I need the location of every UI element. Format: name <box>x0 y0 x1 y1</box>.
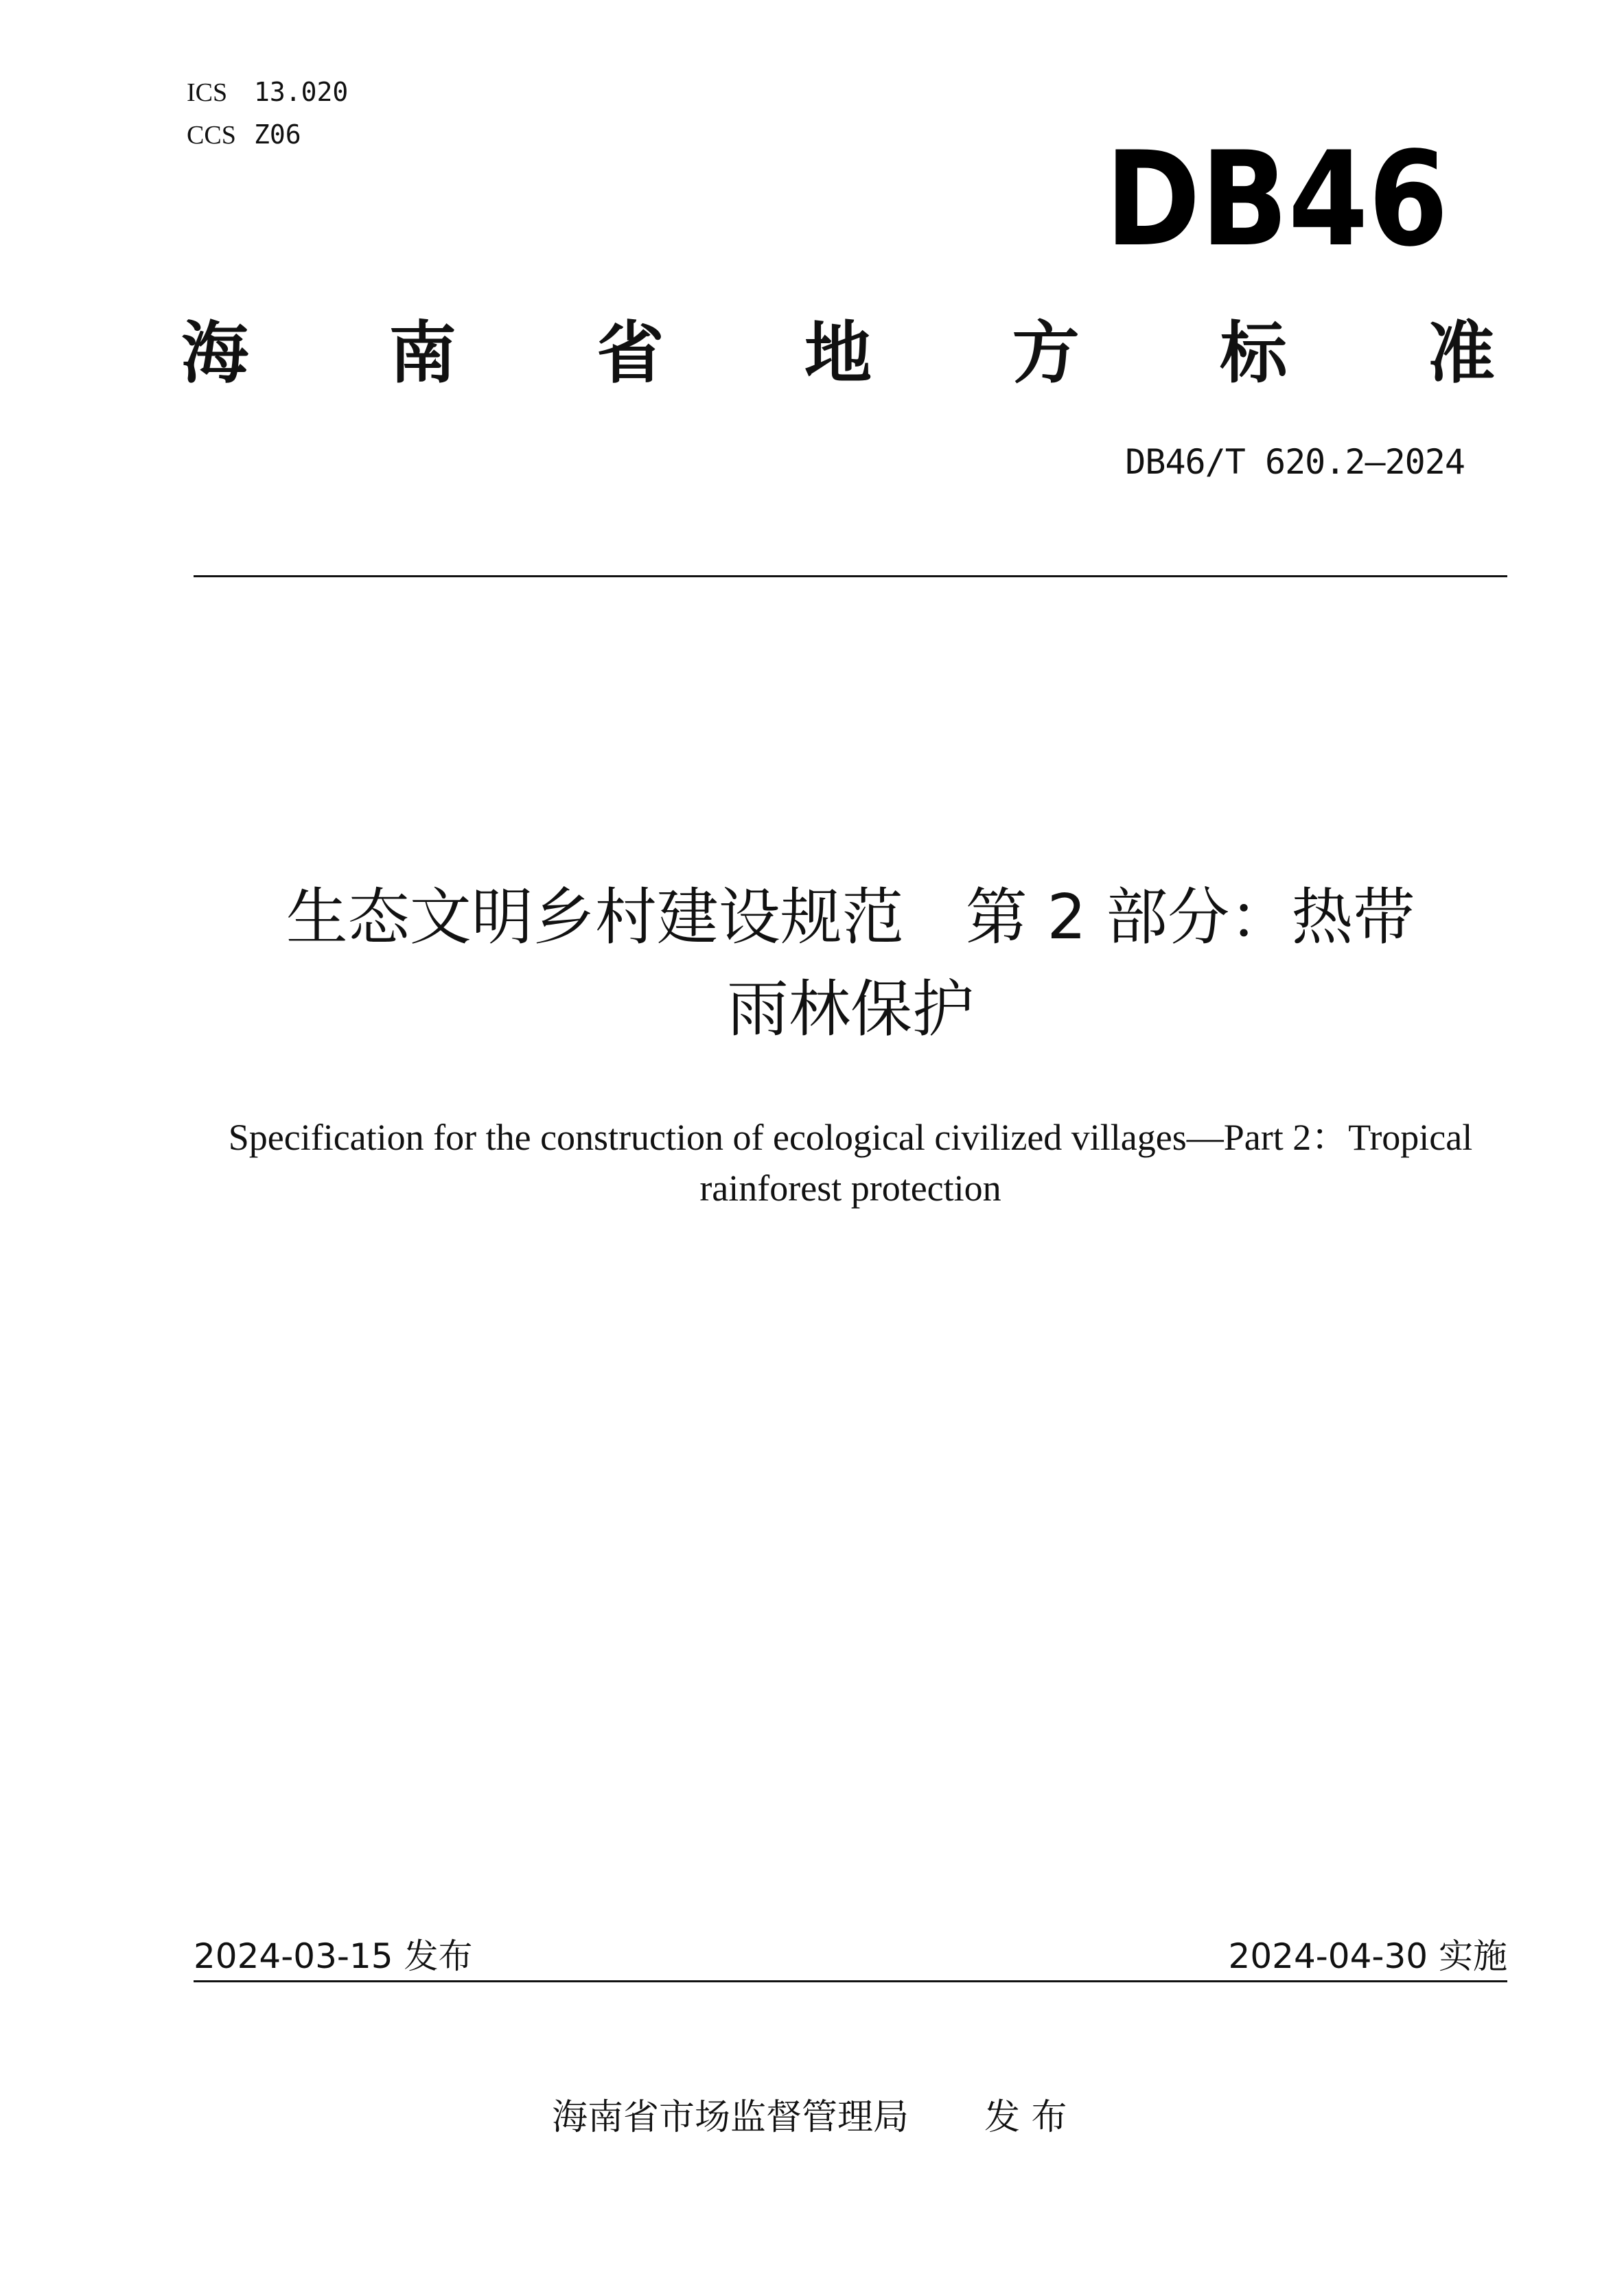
category-char: 标 <box>1220 314 1288 393</box>
chinese-title-line-1: 生态文明乡村建设规范 第 2 部分：热带 <box>286 881 1415 953</box>
ics-label: ICS <box>187 78 228 107</box>
ccs-value: Z06 <box>254 119 301 150</box>
category-char: 南 <box>388 314 456 393</box>
category-char: 省 <box>596 314 664 393</box>
ics-value: 13.020 <box>254 77 349 107</box>
db46-logo <box>1098 124 1455 275</box>
standard-category-title <box>181 309 1495 398</box>
category-char: 地 <box>804 314 872 393</box>
issuing-authority <box>552 2088 1067 2140</box>
category-char: 方 <box>1012 314 1080 393</box>
issue-date: 2024-03-15 发布 <box>194 1936 473 1976</box>
logo-text: DB46 <box>1105 124 1448 275</box>
ccs-code <box>187 119 301 150</box>
footer-divider <box>194 1980 1507 1982</box>
category-char: 准 <box>1427 314 1495 393</box>
implementation-date: 2024-04-30 实施 <box>1228 1936 1507 1976</box>
ccs-label: CCS <box>187 121 236 150</box>
issuer-action: 发 布 <box>984 2097 1067 2138</box>
ics-code <box>187 77 348 108</box>
english-title-line-2: rainforest protection <box>699 1168 1001 1209</box>
header-divider <box>194 575 1507 577</box>
issuer-name: 海南省市场监督管理局 <box>552 2097 909 2138</box>
chinese-title-line-2: 雨林保护 <box>727 973 974 1045</box>
standard-number: DB46/T 620.2—2024 <box>1125 442 1465 482</box>
category-char: 海 <box>181 314 249 393</box>
english-title-line-1: Specification for the construction of ecological civilized villages—Part 2：Tropical <box>228 1117 1473 1158</box>
english-title <box>194 1112 1507 1214</box>
chinese-title <box>194 872 1507 1056</box>
